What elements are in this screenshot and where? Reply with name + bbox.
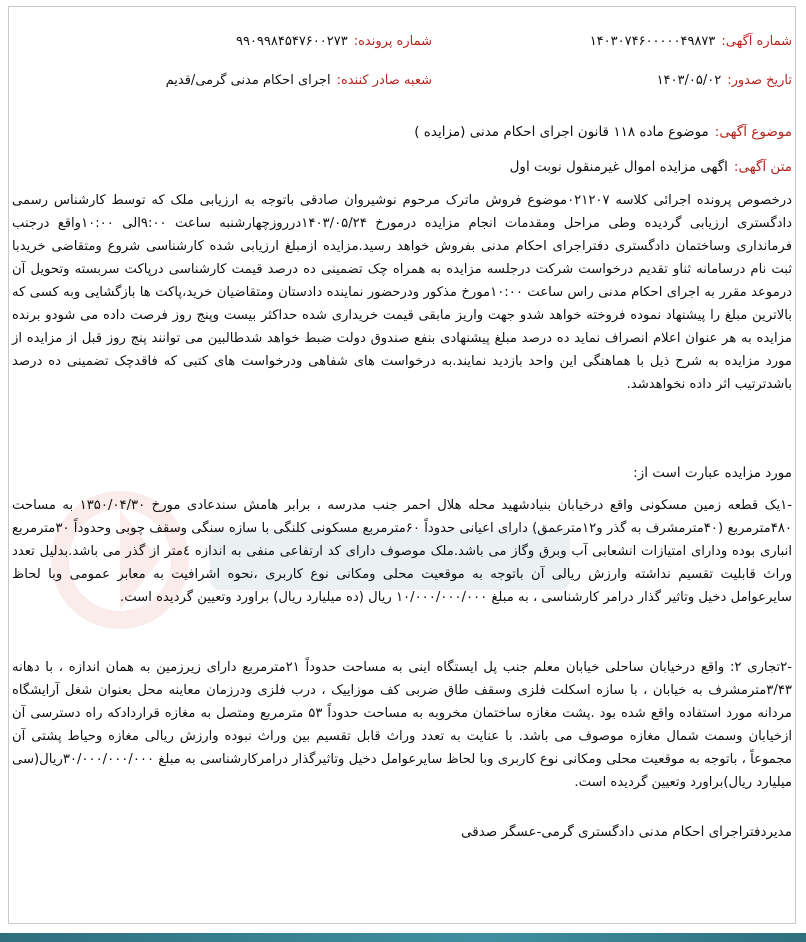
issue-date: تاریخ صدور:۱۴۰۳/۰۵/۰۲ bbox=[656, 73, 792, 88]
issuing-branch: شعبه صادر کننده:اجرای احکام مدنی گرمی/قدیم bbox=[165, 73, 432, 88]
case-number: شماره پرونده:۹۹۰۹۹۸۴۵۴۷۶۰۰۲۷۳ bbox=[235, 34, 432, 49]
notice-number: شماره آگهی:۱۴۰۳۰۷۴۶۰۰۰۰۰۴۹۸۷۳ bbox=[589, 34, 792, 49]
auction-item-1: -۱یک قطعه زمین مسکونی واقع درخیابان بنیادشهید محله هلال احمر جنب مدرسه ، برابر هامش سندعادی مورخ ۱۳۵۰/۰۴/۳۰ به مساحت ۴۸۰مترمربع (۴۰مترمشرف به گذر و۱۲مترعمق) دارای اعیانی حدوداً ۶۰مترمربع مسکونی کلنگی با سازه سنگی وسقف چوبی وحدوداً ۳۰مترمربع انباری بوده ودارای امتیازات انشعابی آب وبرق وگاز می باشد.ملک موصوف دارای کد ارتفاعی منفی به اندازه ٤متر از گذر می باشد.بدلیل تعدد وراث قابلیت تقسیم نداشته وارزش ریالی آن باتوجه به موقعیت محلی ومکانی نوع کاربری ،نحوه اشرافیت به معابر عمومی وبا لحاظ سایرعوامل دخیل وتاثیر گذار درامر کارشناسی ، به مبلغ ۱۰/۰۰۰/۰۰۰/۰۰۰ ریال (ده میلیارد ریال) براورد وتعیین گردیده است. bbox=[12, 498, 792, 605]
header-row-1 bbox=[12, 31, 792, 53]
body-paragraph: درخصوص پرونده اجرائی کلاسه ۰۲۱۲۰۷موضوع فروش ماترک مرحوم نوشیروان صادقی باتوجه به ارزیابی ملک که توسط کارشناس رسمی دادگستری ارزیابی گردیده وطی مراحل ومقدمات انجام مزایده درمورخ ۱۴۰۳/۰۵/۲۴درروزچهارشنبه ساعت ۹:۰۰الی ۱۰:۰۰واقع درجنب فرمانداری وساختمان دادگستری دفتراجرای احکام مدنی بفروش خواهد رسید.مزایده ازمبلغ ارزیابی شده کارشناسی شروع ومتقاضی خریدبا ثبت نام درسامانه ثناو تقدیم درخواست شرکت درجلسه مزایده به همراه چک تضمینی ده درصد قیمت کارشناسی درپاکت سربسته وتحویل آن درموعد مقرر به اجرای احکام مدنی راس ساعت ۱۰:۰۰مورخ مذکور ودرحضور نماینده دادستان ومتقاضیان خرید،پاکت ها بازگشایی وبه کسی که بالاترین مبلغ را پیشنهاد نموده فروخته خواهد شدو جهت واریز مابقی قیمت خریداری شده حداکثر بیست وپنج روز فرصت داده می شودو برنده مزایده به هر عنوان اعلام انصراف نماید ده درصد مبلغ پیشنهادی بنفع صندوق دولت ضبط خواهد شدطالبین می توانند پنج روز قبل از مزایده از مورد مزایده به شرح ذیل با هماهنگی این واحد بازدید نمایند.به درخواست های شفاهی ودرخواست های کتبی که فاقدچک تضمینی ده درصد باشدترتیب اثر داده نخواهدشد. bbox=[12, 193, 793, 392]
auction-item-2: -۲تجاری ۲: واقع درخیابان ساحلی خیابان معلم جنب پل ایستگاه اینی به مساحت حدوداً ۲۱مترمربع دارای زیرزمین به همان اندازه ، با دهانه ۳/۴۳مترمشرف به خیابان ، با سازه اسکلت فلزی وسقف طاق ضربی کف موزاییک ، درب فلزی ودرزمان معاینه محل بعنوان شغل آرایشگاه مردانه مورد استفاده واقع شده بود .پشت مغازه ساختمان مخروبه به مساحت حدوداً ۵۳ مترمربع ومتصل به مغازه قراردادکه راه دسترسی آن ازخیابان وسمت شمال مغازه موصوف می باشد. با عنایت به تعدد وراث قابل تقسیم بین وراث نبوده وارزش ریالی مغازه وحیاط پشتی آن مجموعاً ، باتوجه به موقعیت محلی ومکانی نوع کاربری وبا لحاظ سایرعوامل دخیل وتاثیرگذار درامرکارشناسی به مبلغ ۳۰/۰۰۰/۰۰۰/۰۰۰ریال(سی میلیارد ریال)براورد وتعیین گردیده است. bbox=[12, 660, 792, 790]
bottom-bar bbox=[0, 933, 806, 942]
items-heading: مورد مزایده عبارت است از: bbox=[633, 465, 792, 481]
signature: مدیردفتراجرای احکام مدنی دادگستری گرمی-عسگر صدقی bbox=[460, 824, 792, 840]
header-row-2 bbox=[12, 70, 792, 92]
notice-title: متن آگهی:اگهی مزایده اموال غیرمنقول نوبت اول bbox=[509, 159, 792, 175]
notice-subject: موضوع آگهی:موضوع ماده ۱۱۸ قانون اجرای احکام مدنی (مزایده ) bbox=[414, 124, 792, 140]
